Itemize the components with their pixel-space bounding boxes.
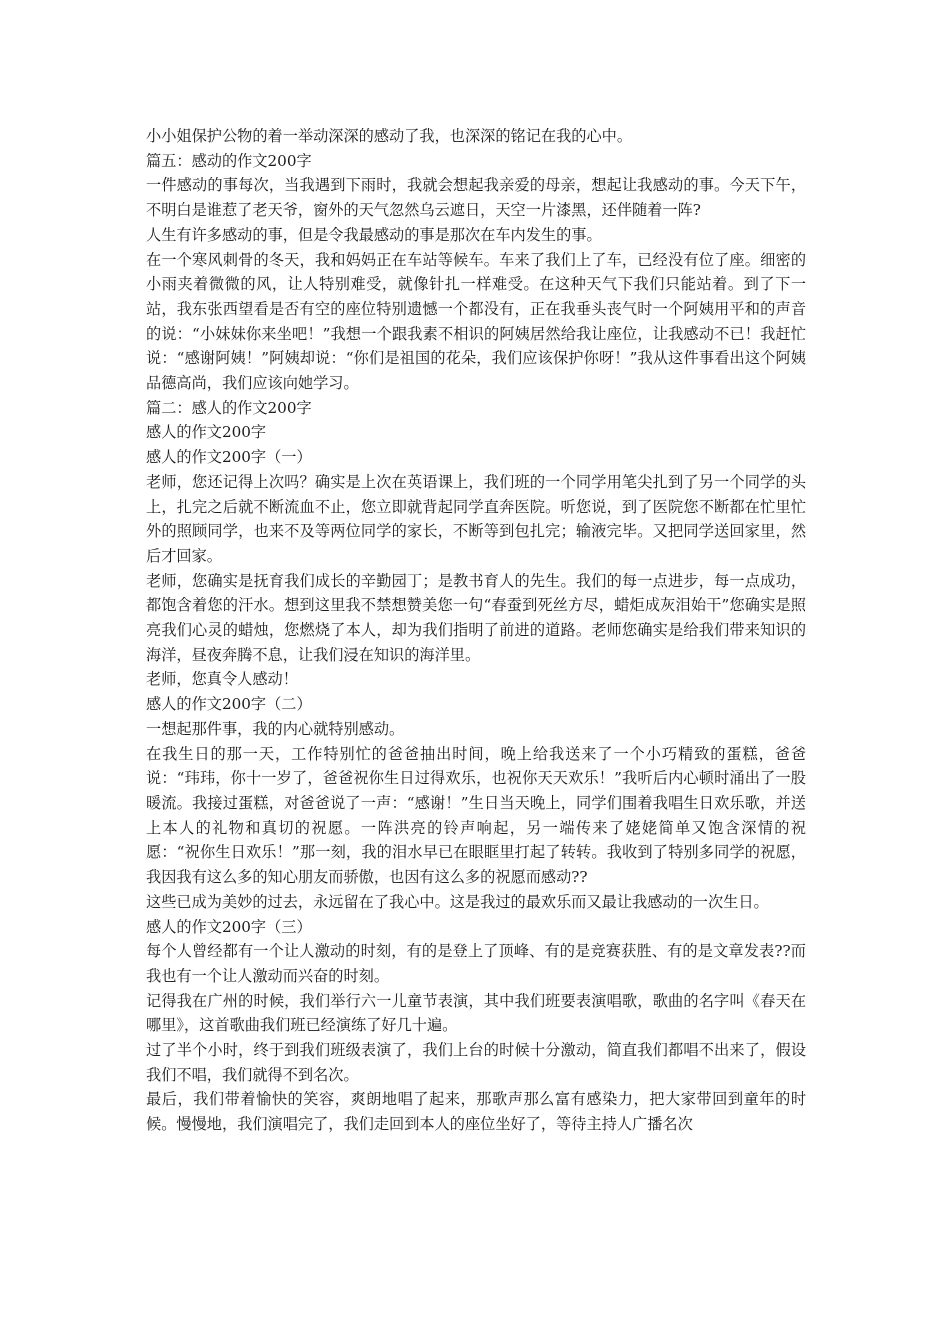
paragraph: 一件感动的事每次，当我遇到下雨时，我就会想起我亲爱的母亲，想起让我感动的事。今天下午，不明白是谁惹了老天爷，窗外的天气忽然乌云遮日，天空一片漆黑，还伴随着一阵? xyxy=(146,176,806,220)
paragraph: 老师，您确实是抚育我们成长的辛勤园丁；是教书育人的先生。我们的每一点进步，每一点成功，都饱含着您的汗水。想到这里我不禁想赞美您一句“春蚕到死丝方尽，蜡炬成灰泪始干”您确实是照亮我们心灵的蜡烛，您燃烧了本人，却为我们指明了前进的道路。老师您确实是给我们带来知识的海洋，昼夜奔腾不息，让我们浸在知识的海洋里。 xyxy=(146,571,806,664)
essay-subtitle: 感人的作文200字（三） xyxy=(146,917,312,936)
paragraph: 在我生日的那一天，工作特别忙的爸爸抽出时间，晚上给我送来了一个小巧精致的蛋糕，爸爸说：“玮玮，你十一岁了，爸爸祝你生日过得欢乐，也祝你天天欢乐！”我听后内心顿时涌出了一股暖流。我接过蛋糕，对爸爸说了一声：“感谢！”生日当天晚上，同学们围着我唱生日欢乐歌，并送上本人的礼物和真切的祝愿。一阵洪亮的铃声响起，另一端传来了姥姥简单又饱含深情的祝愿：“祝你生日欢乐！”那一刻，我的泪水早已在眼眶里打起了转转。我收到了特别多同学的祝愿，我因我有这么多的知心朋友而骄傲，也因有这么多的祝愿而感动?? xyxy=(146,744,806,887)
paragraph: 过了半个小时，终于到我们班级表演了，我们上台的时候十分激动，简直我们都唱不出来了，假设我们不唱，我们就得不到名次。 xyxy=(146,1041,806,1084)
paragraph: 一想起那件事，我的内心就特别感动。 xyxy=(146,719,405,738)
paragraph: 最后，我们带着愉快的笑容，爽朗地唱了起来，那歌声那么富有感染力，把大家带回到童年的时候。慢慢地，我们演唱完了，我们走回到本人的座位坐好了，等待主持人广播名次 xyxy=(146,1090,806,1134)
essay-subtitle: 感人的作文200字（二） xyxy=(146,695,312,714)
document-body xyxy=(146,124,806,1137)
essay-title: 感人的作文200字 xyxy=(146,423,267,442)
paragraph: 老师，您真令人感动！ xyxy=(146,670,298,689)
section-heading: 篇二：感人的作文200字 xyxy=(146,398,312,417)
section-heading: 篇五：感动的作文200字 xyxy=(146,151,312,170)
paragraph: 在一个寒风刺骨的冬天，我和妈妈正在车站等候车。车来了我们上了车，已经没有位了座。细密的小雨夹着微微的风，让人特别难受，就像针扎一样难受。在这种天气下我们只能站着。到了下一站，我东张西望看是否有空的座位特别遗憾一个都没有，正在我垂头丧气时一个阿姨用平和的声音的说：“小妹妹你来坐吧！”我想一个跟我素不相识的阿姨居然给我让座位，让我感动不已！我赶忙说：“感谢阿姨！”阿姨却说：“你们是祖国的花朵，我们应该保护你呀！”我从这件事看出这个阿姨品德高尚，我们应该向她学习。 xyxy=(146,250,806,393)
essay-subtitle: 感人的作文200字（一） xyxy=(146,448,312,467)
paragraph: 每个人曾经都有一个让人激动的时刻，有的是登上了顶峰、有的是竞赛获胜、有的是文章发表??而我也有一个让人激动而兴奋的时刻。 xyxy=(146,942,806,985)
paragraph: 老师，您还记得上次吗？确实是上次在英语课上，我们班的一个同学用笔尖扎到了另一个同学的头上，扎完之后就不断流血不止，您立即就背起同学直奔医院。听您说，到了医院您不断都在忙里忙外的照顾同学，也来不及等两位同学的家长，不断等到包扎完；输液完毕。又把同学送回家里，然后才回家。 xyxy=(146,472,806,565)
paragraph: 小小姐保护公物的着一举动深深的感动了我，也深深的铭记在我的心中。 xyxy=(146,127,632,145)
paragraph: 这些已成为美妙的过去，永远留在了我心中。这是我过的最欢乐而又最让我感动的一次生日。 xyxy=(146,892,769,911)
paragraph: 人生有许多感动的事，但是令我最感动的事是那次在车内发生的事。 xyxy=(146,225,602,244)
paragraph: 记得我在广州的时候，我们举行六一儿童节表演，其中我们班要表演唱歌，歌曲的名字叫《春天在哪里》，这首歌曲我们班已经演练了好几十遍。 xyxy=(146,991,806,1035)
